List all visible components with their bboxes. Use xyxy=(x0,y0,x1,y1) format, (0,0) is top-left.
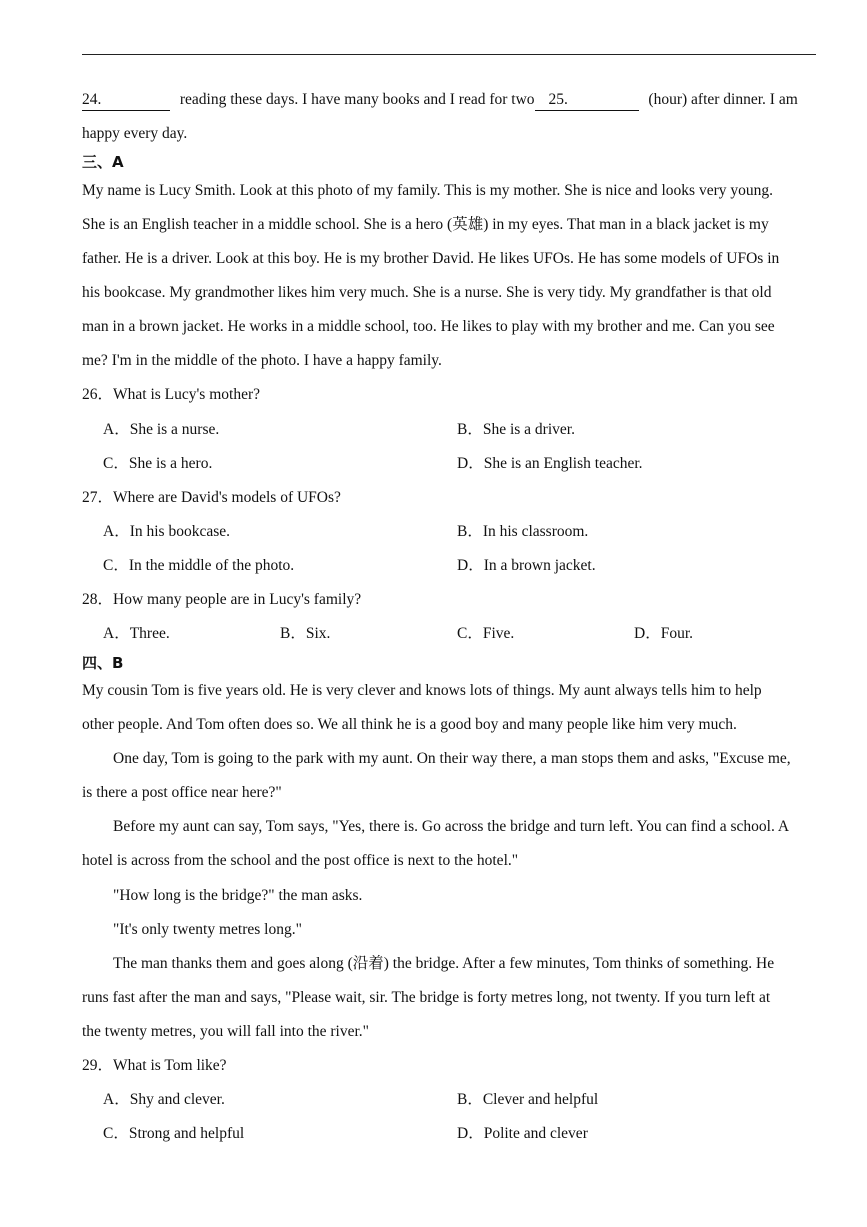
blanks-text-1: reading these days. I have many books and I read for two xyxy=(179,91,535,108)
passage-a-line: his bookcase. My grandmother likes him very much. She is a nurse. She is very tidy. My grandfather is that old xyxy=(82,284,772,301)
question-27-stem: 27．Where are David's models of UFOs? xyxy=(82,489,341,506)
q26-option-a[interactable]: A．She is a nurse. xyxy=(103,421,220,438)
q29-option-d[interactable]: D．Polite and clever xyxy=(457,1125,588,1142)
question-29-stem: 29．What is Tom like? xyxy=(82,1057,227,1074)
q29-option-c[interactable]: C．Strong and helpful xyxy=(103,1125,245,1142)
q29-option-b[interactable]: B．Clever and helpful xyxy=(457,1091,599,1108)
header-rule xyxy=(82,54,816,55)
blank-24[interactable] xyxy=(82,90,170,111)
q27-option-b[interactable]: B．In his classroom. xyxy=(457,523,589,540)
passage-b-line: is there a post office near here?" xyxy=(82,784,282,801)
q26-option-d[interactable]: D．She is an English teacher. xyxy=(457,455,643,472)
question-26-stem: 26．What is Lucy's mother? xyxy=(82,386,260,403)
q28-option-d[interactable]: D．Four. xyxy=(634,625,693,642)
section-b-heading: 四、B xyxy=(82,654,124,672)
q28-option-b[interactable]: B．Six. xyxy=(280,625,331,642)
passage-b-line: Before my aunt can say, Tom says, "Yes, there is. Go across the bridge and turn left. You can find a school. A xyxy=(113,818,790,835)
passage-b-line: "It's only twenty metres long." xyxy=(113,921,302,938)
passage-b-line: The man thanks them and goes along (沿着) the bridge. After a few minutes, Tom thinks of something. He xyxy=(113,955,775,972)
passage-b-line: other people. And Tom often does so. We all think he is a good boy and many people like him very much. xyxy=(82,716,737,733)
q28-option-a[interactable]: A．Three. xyxy=(103,625,170,642)
passage-a-line: man in a brown jacket. He works in a middle school, too. He likes to play with my brother and me. Can you see xyxy=(82,318,775,335)
passage-a-line: She is an English teacher in a middle school. She is a hero (英雄) in my eyes. That man in a black jacket is my xyxy=(82,216,769,233)
passage-b-line: My cousin Tom is five years old. He is very clever and knows lots of things. My aunt always tells him to help xyxy=(82,682,762,699)
q27-option-a[interactable]: A．In his bookcase. xyxy=(103,523,230,540)
blank-25[interactable] xyxy=(535,90,639,111)
q27-option-d[interactable]: D．In a brown jacket. xyxy=(457,557,596,574)
blank-25-number: 25. xyxy=(548,91,568,108)
q27-option-c[interactable]: C．In the middle of the photo. xyxy=(103,557,295,574)
passage-b-line: the twenty metres, you will fall into the river." xyxy=(82,1023,369,1040)
blanks-text-2: (hour) after dinner. I am xyxy=(648,91,798,108)
q29-option-a[interactable]: A．Shy and clever. xyxy=(103,1091,225,1108)
passage-b-line: One day, Tom is going to the park with my aunt. On their way there, a man stops them and asks, "Excuse me, xyxy=(113,750,791,767)
blank-24-number: 24. xyxy=(82,91,102,108)
passage-a-line: My name is Lucy Smith. Look at this photo of my family. This is my mother. She is nice and looks very young. xyxy=(82,182,773,199)
q26-option-b[interactable]: B．She is a driver. xyxy=(457,421,575,438)
question-28-stem: 28．How many people are in Lucy's family? xyxy=(82,591,362,608)
blanks-continuation: happy every day. xyxy=(82,125,188,142)
passage-b-line: runs fast after the man and says, "Please wait, sir. The bridge is forty metres long, not twenty. If you turn left at xyxy=(82,989,771,1006)
section-a-heading: 三、A xyxy=(82,153,124,171)
blanks-line xyxy=(82,90,798,111)
passage-a-line: father. He is a driver. Look at this boy. He is my brother David. He likes UFOs. He has some models of UFOs in xyxy=(82,250,780,267)
q26-option-c[interactable]: C．She is a hero. xyxy=(103,455,213,472)
passage-b-line: "How long is the bridge?" the man asks. xyxy=(113,887,363,904)
passage-b-line: hotel is across from the school and the post office is next to the hotel." xyxy=(82,852,519,869)
q28-option-c[interactable]: C．Five. xyxy=(457,625,515,642)
passage-a-line: me? I'm in the middle of the photo. I have a happy family. xyxy=(82,352,442,369)
